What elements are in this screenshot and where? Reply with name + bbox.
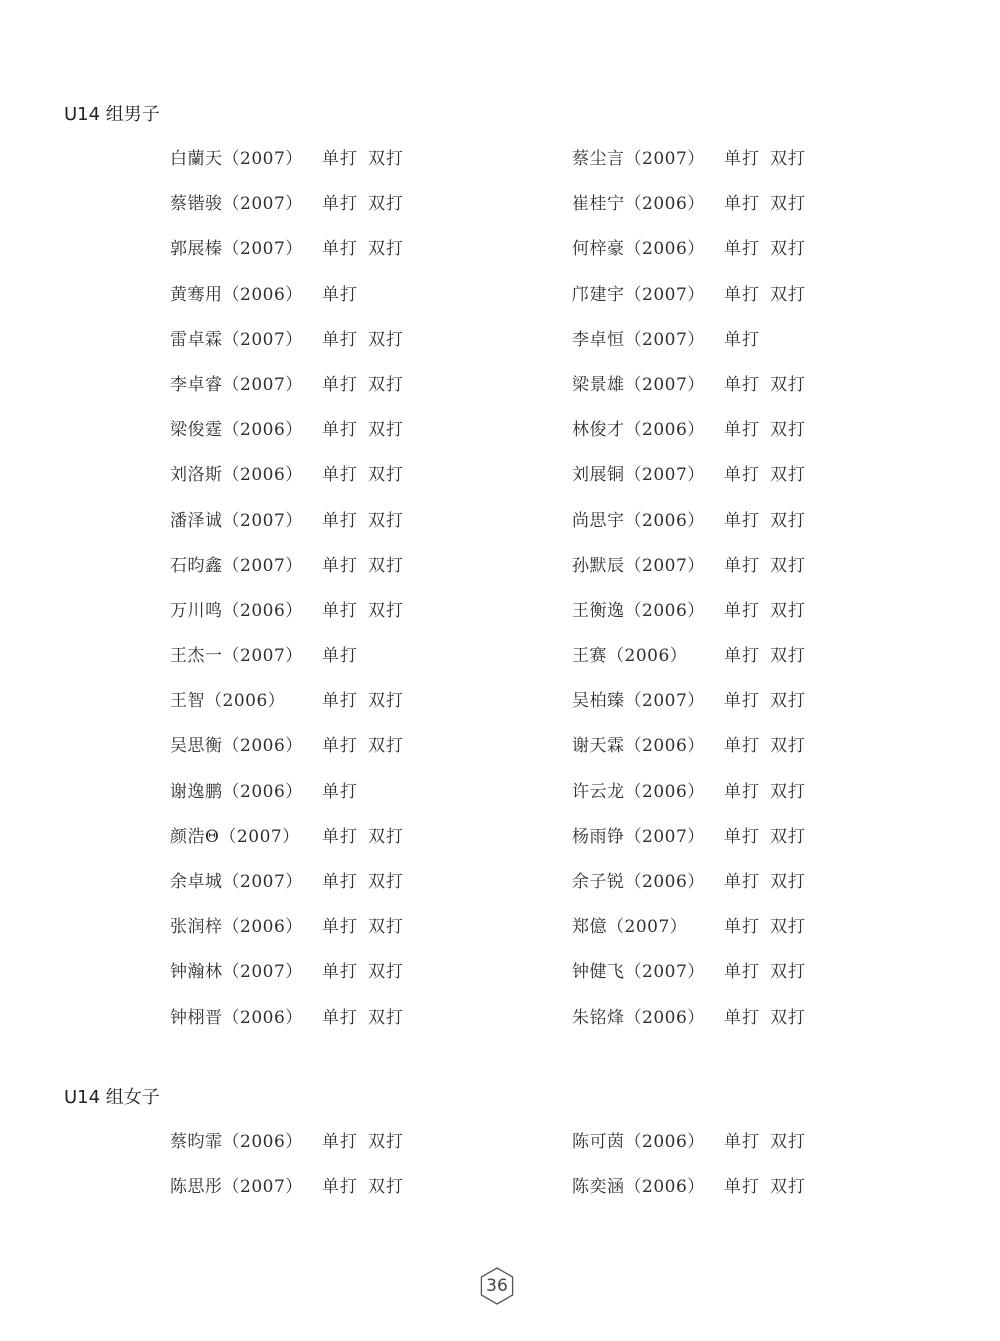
- event-singles: 单打: [322, 781, 358, 802]
- player-entry: [170, 598, 570, 624]
- event-singles: 单打: [322, 872, 358, 892]
- event-doubles: 双打: [368, 374, 404, 395]
- player-entry: [170, 914, 570, 940]
- player-name: 石昀鑫（2007）: [170, 555, 303, 576]
- event-doubles: 双打: [770, 284, 806, 305]
- player-name: 钟健飞（2007）: [572, 962, 705, 983]
- player-name: 谢逸鹏（2006）: [170, 781, 303, 802]
- event-doubles: 双打: [368, 194, 404, 215]
- player-entry: [572, 236, 972, 262]
- event-doubles: 双打: [368, 872, 404, 892]
- event-singles: 单打: [322, 284, 358, 305]
- roster-row: [0, 779, 1000, 824]
- event-singles: 单打: [322, 239, 358, 260]
- event-doubles: 双打: [770, 826, 806, 847]
- player-name: 梁景雄（2007）: [572, 374, 705, 395]
- event-singles: 单打: [724, 329, 760, 350]
- player-entry: [170, 191, 570, 217]
- event-singles: 单打: [322, 420, 358, 441]
- event-doubles: 双打: [770, 691, 806, 712]
- event-singles: 单打: [322, 465, 358, 486]
- player-name: 颜浩Θ（2007）: [170, 826, 300, 847]
- event-doubles: 双打: [770, 420, 806, 441]
- player-entry: [170, 688, 570, 714]
- roster-row: [0, 688, 1000, 733]
- event-doubles: 双打: [368, 691, 404, 712]
- player-entry: [572, 643, 972, 669]
- event-doubles: 双打: [368, 465, 404, 486]
- event-doubles: 双打: [770, 194, 806, 215]
- event-singles: 单打: [724, 374, 760, 395]
- player-name: 陈思彤（2007）: [170, 1177, 303, 1198]
- roster-row: [0, 191, 1000, 236]
- player-entry: [572, 688, 972, 714]
- player-entry: [572, 914, 972, 940]
- event-singles: 单打: [724, 962, 760, 983]
- event-doubles: 双打: [368, 420, 404, 441]
- section-title-u14-boys: U14 组男子: [64, 104, 160, 125]
- roster-row: [0, 508, 1000, 553]
- roster-row: [0, 1129, 1000, 1174]
- roster-row: [0, 372, 1000, 417]
- event-singles: 单打: [724, 1177, 760, 1198]
- event-doubles: 双打: [770, 917, 806, 938]
- event-singles: 单打: [322, 736, 358, 757]
- page-number: 36: [486, 1276, 508, 1296]
- player-name: 刘洛斯（2006）: [170, 465, 303, 486]
- player-entry: [572, 191, 972, 217]
- player-entry: [170, 869, 570, 895]
- player-entry: [572, 1174, 972, 1200]
- event-doubles: 双打: [368, 962, 404, 983]
- event-singles: 单打: [322, 374, 358, 395]
- event-doubles: 双打: [770, 646, 806, 667]
- player-name: 万川鸣（2006）: [170, 600, 303, 621]
- event-doubles: 双打: [770, 781, 806, 802]
- roster-row: [0, 462, 1000, 507]
- event-doubles: 双打: [368, 1007, 404, 1028]
- event-doubles: 双打: [368, 149, 404, 169]
- player-entry: [170, 1174, 570, 1200]
- event-doubles: 双打: [770, 962, 806, 983]
- player-name: 李卓恒（2007）: [572, 329, 705, 350]
- player-entry: [170, 959, 570, 985]
- event-singles: 单打: [724, 600, 760, 621]
- event-doubles: 双打: [770, 736, 806, 757]
- player-entry: [170, 553, 570, 579]
- player-entry: [572, 553, 972, 579]
- player-name: 吴柏臻（2007）: [572, 691, 705, 712]
- player-name: 蔡昀霏（2006）: [170, 1132, 303, 1152]
- player-entry: [572, 824, 972, 850]
- roster-row: [0, 914, 1000, 959]
- player-name: 尚思宇（2006）: [572, 510, 705, 531]
- event-singles: 单打: [724, 872, 760, 892]
- player-entry: [572, 733, 972, 759]
- roster-row: [0, 1174, 1000, 1219]
- player-entry: [170, 1129, 570, 1155]
- event-doubles: 双打: [770, 465, 806, 486]
- event-singles: 单打: [322, 646, 358, 667]
- player-name: 孙默辰（2007）: [572, 555, 705, 576]
- player-name: 余子锐（2006）: [572, 872, 705, 892]
- player-name: 朱铭烽（2006）: [572, 1007, 705, 1028]
- roster-row: [0, 282, 1000, 327]
- roster-row: [0, 417, 1000, 462]
- event-doubles: 双打: [368, 736, 404, 757]
- roster-row: [0, 236, 1000, 281]
- event-doubles: 双打: [770, 600, 806, 621]
- event-doubles: 双打: [368, 329, 404, 350]
- player-name: 刘展铜（2007）: [572, 465, 705, 486]
- event-singles: 单打: [724, 826, 760, 847]
- player-entry: [572, 1129, 972, 1155]
- player-name: 王赛（2006）: [572, 646, 688, 667]
- player-name: 白蘭天（2007）: [170, 149, 303, 169]
- event-doubles: 双打: [770, 1132, 806, 1152]
- event-doubles: 双打: [368, 510, 404, 531]
- player-name: 张润梓（2006）: [170, 917, 303, 938]
- roster-row: [0, 824, 1000, 869]
- player-entry: [572, 372, 972, 398]
- event-doubles: 双打: [368, 826, 404, 847]
- section-title-u14-girls: U14 组女子: [64, 1087, 160, 1108]
- player-name: 王智（2006）: [170, 691, 286, 712]
- player-name: 谢天霖（2006）: [572, 736, 705, 757]
- player-entry: [170, 643, 570, 669]
- player-name: 梁俊霆（2006）: [170, 420, 303, 441]
- player-name: 黄骞用（2006）: [170, 284, 303, 305]
- event-singles: 单打: [724, 149, 760, 169]
- player-entry: [572, 959, 972, 985]
- player-entry: [170, 733, 570, 759]
- player-entry: [170, 282, 570, 308]
- roster-row: [0, 643, 1000, 688]
- player-name: 吴思衡（2006）: [170, 736, 303, 757]
- event-doubles: 双打: [368, 600, 404, 621]
- event-doubles: 双打: [770, 1007, 806, 1028]
- player-entry: [170, 417, 570, 443]
- roster-row: [0, 146, 1000, 191]
- player-entry: [170, 779, 570, 805]
- player-name: 雷卓霖（2007）: [170, 329, 303, 350]
- event-singles: 单打: [724, 736, 760, 757]
- player-name: 林俊才（2006）: [572, 420, 705, 441]
- roster-row: [0, 869, 1000, 914]
- event-singles: 单打: [724, 691, 760, 712]
- event-singles: 单打: [322, 1007, 358, 1028]
- roster-row: [0, 959, 1000, 1004]
- event-doubles: 双打: [770, 239, 806, 260]
- event-singles: 单打: [724, 465, 760, 486]
- player-name: 蔡尘言（2007）: [572, 149, 705, 169]
- event-singles: 单打: [322, 1177, 358, 1198]
- event-singles: 单打: [322, 555, 358, 576]
- player-entry: [572, 282, 972, 308]
- player-entry: [572, 869, 972, 895]
- event-singles: 单打: [322, 194, 358, 215]
- player-name: 钟瀚林（2007）: [170, 962, 303, 983]
- event-doubles: 双打: [368, 555, 404, 576]
- player-entry: [572, 598, 972, 624]
- event-singles: 单打: [724, 510, 760, 531]
- event-doubles: 双打: [770, 374, 806, 395]
- event-singles: 单打: [724, 555, 760, 576]
- page-number-badge: [477, 1266, 517, 1306]
- player-name: 蔡锴骏（2007）: [170, 194, 303, 215]
- event-singles: 单打: [322, 917, 358, 938]
- event-doubles: 双打: [770, 149, 806, 169]
- event-singles: 单打: [322, 329, 358, 350]
- roster-u14-girls: [0, 1129, 1000, 1219]
- roster-u14-boys: [0, 146, 1000, 1050]
- player-entry: [170, 462, 570, 488]
- event-singles: 单打: [322, 691, 358, 712]
- player-entry: [170, 508, 570, 534]
- event-singles: 单打: [724, 1132, 760, 1152]
- event-doubles: 双打: [368, 239, 404, 260]
- event-singles: 单打: [724, 917, 760, 938]
- player-name: 陈可茵（2006）: [572, 1132, 705, 1152]
- player-name: 郑億（2007）: [572, 917, 688, 938]
- player-name: 许云龙（2006）: [572, 781, 705, 802]
- event-singles: 单打: [724, 284, 760, 305]
- player-entry: [572, 779, 972, 805]
- event-singles: 单打: [724, 194, 760, 215]
- player-entry: [170, 236, 570, 262]
- player-name: 何梓豪（2006）: [572, 239, 705, 260]
- player-entry: [572, 462, 972, 488]
- player-name: 崔桂宁（2006）: [572, 194, 705, 215]
- player-entry: [170, 146, 570, 172]
- event-singles: 单打: [724, 420, 760, 441]
- event-singles: 单打: [322, 826, 358, 847]
- player-name: 王衡逸（2006）: [572, 600, 705, 621]
- event-doubles: 双打: [368, 1132, 404, 1152]
- player-name: 王杰一（2007）: [170, 646, 303, 667]
- roster-row: [0, 553, 1000, 598]
- player-entry: [572, 146, 972, 172]
- event-doubles: 双打: [770, 872, 806, 892]
- player-entry: [572, 327, 972, 353]
- roster-row: [0, 1005, 1000, 1050]
- player-entry: [572, 417, 972, 443]
- event-doubles: 双打: [368, 1177, 404, 1198]
- player-name: 钟栩晋（2006）: [170, 1007, 303, 1028]
- event-singles: 单打: [322, 510, 358, 531]
- player-name: 杨雨铮（2007）: [572, 826, 705, 847]
- roster-row: [0, 327, 1000, 372]
- event-doubles: 双打: [770, 1177, 806, 1198]
- player-entry: [170, 824, 570, 850]
- event-singles: 单打: [322, 149, 358, 169]
- player-name: 邝建宇（2007）: [572, 284, 705, 305]
- player-entry: [572, 1005, 972, 1031]
- event-doubles: 双打: [368, 917, 404, 938]
- event-singles: 单打: [724, 1007, 760, 1028]
- player-name: 潘泽诚（2007）: [170, 510, 303, 531]
- event-doubles: 双打: [770, 510, 806, 531]
- event-singles: 单打: [322, 962, 358, 983]
- event-doubles: 双打: [770, 555, 806, 576]
- player-name: 郭展榛（2007）: [170, 239, 303, 260]
- player-name: 余卓城（2007）: [170, 872, 303, 892]
- roster-row: [0, 733, 1000, 778]
- event-singles: 单打: [724, 239, 760, 260]
- event-singles: 单打: [322, 600, 358, 621]
- roster-row: [0, 598, 1000, 643]
- player-entry: [572, 508, 972, 534]
- player-entry: [170, 372, 570, 398]
- player-name: 陈奕涵（2006）: [572, 1177, 705, 1198]
- player-name: 李卓睿（2007）: [170, 374, 303, 395]
- player-entry: [170, 1005, 570, 1031]
- player-entry: [170, 327, 570, 353]
- event-singles: 单打: [724, 781, 760, 802]
- event-singles: 单打: [724, 646, 760, 667]
- event-singles: 单打: [322, 1132, 358, 1152]
